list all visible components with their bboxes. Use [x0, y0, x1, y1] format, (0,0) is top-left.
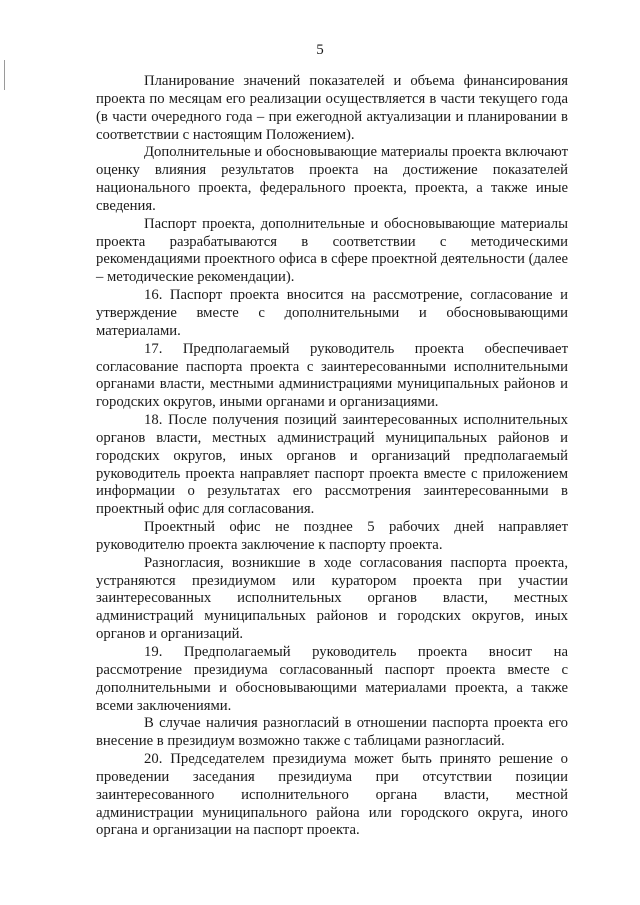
paragraph-19: 19. Предполагаемый руководитель проекта вносит на рассмотрение президиума согласованный паспорт проекта вместе с дополнительными и обосновывающими материалами проекта, а также всеми заключениями.: [96, 644, 568, 714]
paragraph-disagreements: Разногласия, возникшие в ходе согласования паспорта проекта, устраняются президиумом или куратором проекта при участии заинтересованных исполнительных органов власти, местных администраций муниципальных районов и городских округов, иных органов и организаций.: [96, 554, 568, 643]
paragraph-project-office: Проектный офис не позднее 5 рабочих дней направляет руководителю проекта заключение к паспорту проекта.: [96, 519, 568, 553]
margin-mark: [4, 60, 5, 90]
paragraph-20: 20. Председателем президиума может быть принято решение о проведении заседания президиума при отсутствии позиции заинтересованного исполнительного органа власти, местной администрации муниципального района или городского округа, иного органа и организации на паспорт проекта.: [96, 751, 568, 839]
paragraph-additional-materials: Дополнительные и обосновывающие материалы проекта включают оценку влияния результатов проекта на достижение показателей национального проекта, федерального проекта, проекта, а также иные сведения.: [96, 144, 568, 214]
paragraph-18: 18. После получения позиций заинтересованных исполнительных органов власти, местных администраций муниципальных районов и городских округов, иных органов и организаций предполагаемый руководитель проекта направляет паспорт проекта вместе с приложением информации о результатах его рассмотрения заинтересованными в проектный офис для согласования.: [96, 412, 568, 518]
paragraph-planning: Планирование значений показателей и объема финансирования проекта по месяцам его реализации осуществляется в части текущего года (в части очередного года – при ежегодной актуализации и планировании в соответствии с настоящим Положением).: [96, 73, 568, 143]
paragraph-passport-development: Паспорт проекта, дополнительные и обосновывающие материалы проекта разрабатываются в соответствии с методическими рекомендациями проектного офиса в сфере проектной деятельности (далее – методические рекомендации).: [96, 215, 568, 286]
paragraph-16: 16. Паспорт проекта вносится на рассмотрение, согласование и утверждение вместе с дополнительными и обосновывающими материалами.: [96, 287, 568, 339]
paragraph-disagreement-tables: В случае наличия разногласий в отношении паспорта проекта его внесение в президиум возможно также с таблицами разногласий.: [96, 715, 568, 750]
page-number: 5: [316, 42, 324, 58]
paragraph-17: 17. Предполагаемый руководитель проекта обеспечивает согласование паспорта проекта с заинтересованными исполнительными органами власти, местными администрациями муниципальных районов и городских округов, иными органами и организациями.: [96, 340, 568, 411]
document-body: [96, 73, 568, 840]
